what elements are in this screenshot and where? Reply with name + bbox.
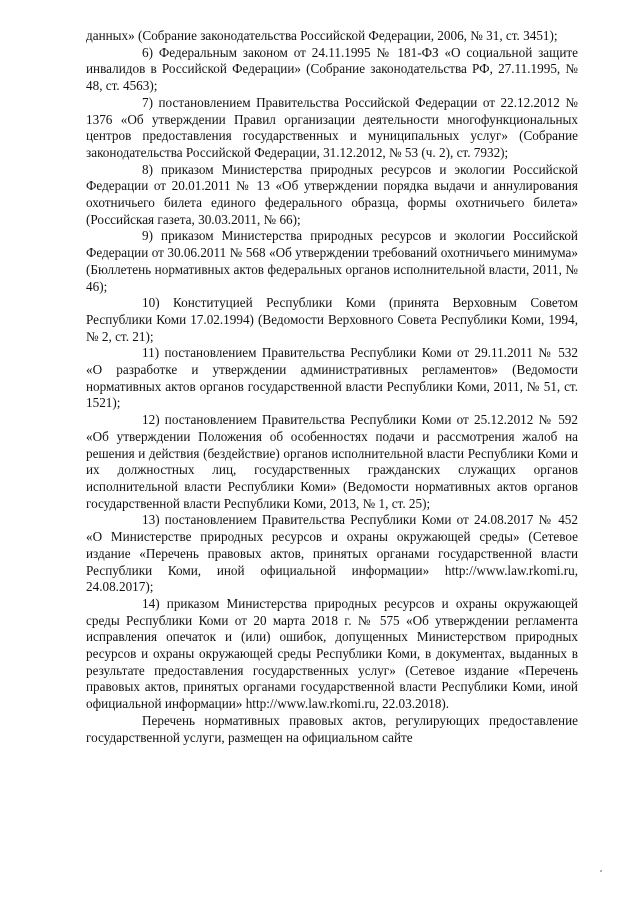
list-item-13: 13) постановлением Правительства Республики Коми от 24.08.2017 № 452 «О Министерстве природных ресурсов и охраны окружающей среды» (Сетевое издание «Перечень правовых актов, принятых органами государственной власти Республики Коми, иной официальной информации» http://www.law.rkomi.ru, 24.08.2017); (86, 512, 578, 595)
list-item-14: 14) приказом Министерства природных ресурсов и охраны окружающей среды Республики Коми от 20 марта 2018 г. № 575 «Об утверждении регламента исправления опечаток и (или) ошибок, допущенных Министерством природных ресурсов и охраны окружающей среды Республики Коми, в документах, выданных в результате предоставления государственных услуг» (Сетевое издание «Перечень правовых актов, принятых органами государственной власти Республики Коми, иной официальной информации» http://www.law.rkomi.ru, 22.03.2018). (86, 595, 578, 712)
list-item-8: 8) приказом Министерства природных ресурсов и экологии Российской Федерации от 20.01.2011 № 13 «Об утверждении порядка выдачи и аннулирования охотничьего билета единого федерального образца, формы охотничьего билета» (Российская газета, 30.03.2011, № 66); (86, 161, 578, 227)
document-page (86, 28, 578, 746)
scan-speck (600, 870, 602, 872)
list-item-6: 6) Федеральным законом от 24.11.1995 № 181-ФЗ «О социальной защите инвалидов в Российской Федерации» (Собрание законодательства РФ, 27.11.1995, № 48, ст. 4563); (86, 44, 578, 94)
closing-paragraph: Перечень нормативных правовых актов, регулирующих предоставление государственной услуги, размещен на официальном сайте (86, 712, 578, 745)
list-item-9: 9) приказом Министерства природных ресурсов и экологии Российской Федерации от 30.06.2011 № 568 «Об утверждении требований охотничьего минимума» (Бюллетень нормативных актов федеральных органов исполнительной власти, 2011, № 46); (86, 228, 578, 294)
list-item-7: 7) постановлением Правительства Российской Федерации от 22.12.2012 № 1376 «Об утверждении Правил организации деятельности многофункциональных центров предоставления государственных и муниципальных услуг» (Собрание законодательства Российской Федерации, 31.12.2012, № 53 (ч. 2), ст. 7932); (86, 94, 578, 160)
paragraph-continuation: данных» (Собрание законодательства Российской Федерации, 2006, № 31, ст. 3451); (86, 28, 558, 43)
list-item-11: 11) постановлением Правительства Республики Коми от 29.11.2011 № 532 «О разработке и утверждении административных регламентов» (Ведомости нормативных актов органов государственной власти Республики Коми, 2011, № 51, ст. 1521); (86, 345, 578, 411)
list-item-10: 10) Конституцией Республики Коми (принята Верховным Советом Республики Коми 17.02.1994) (Ведомости Верховного Совета Республики Коми, 1994, № 2, ст. 21); (86, 295, 578, 344)
list-item-12: 12) постановлением Правительства Республики Коми от 25.12.2012 № 592 «Об утверждении Положения об особенностях подачи и рассмотрения жалоб на решения и действия (бездействие) органов исполнительной власти Республики Коми и их должностных лиц, государственных гражданских служащих органов исполнительной власти Республики Коми» (Ведомости нормативных актов органов государственной власти Республики Коми, 2013, № 1, ст. 25); (86, 412, 578, 511)
